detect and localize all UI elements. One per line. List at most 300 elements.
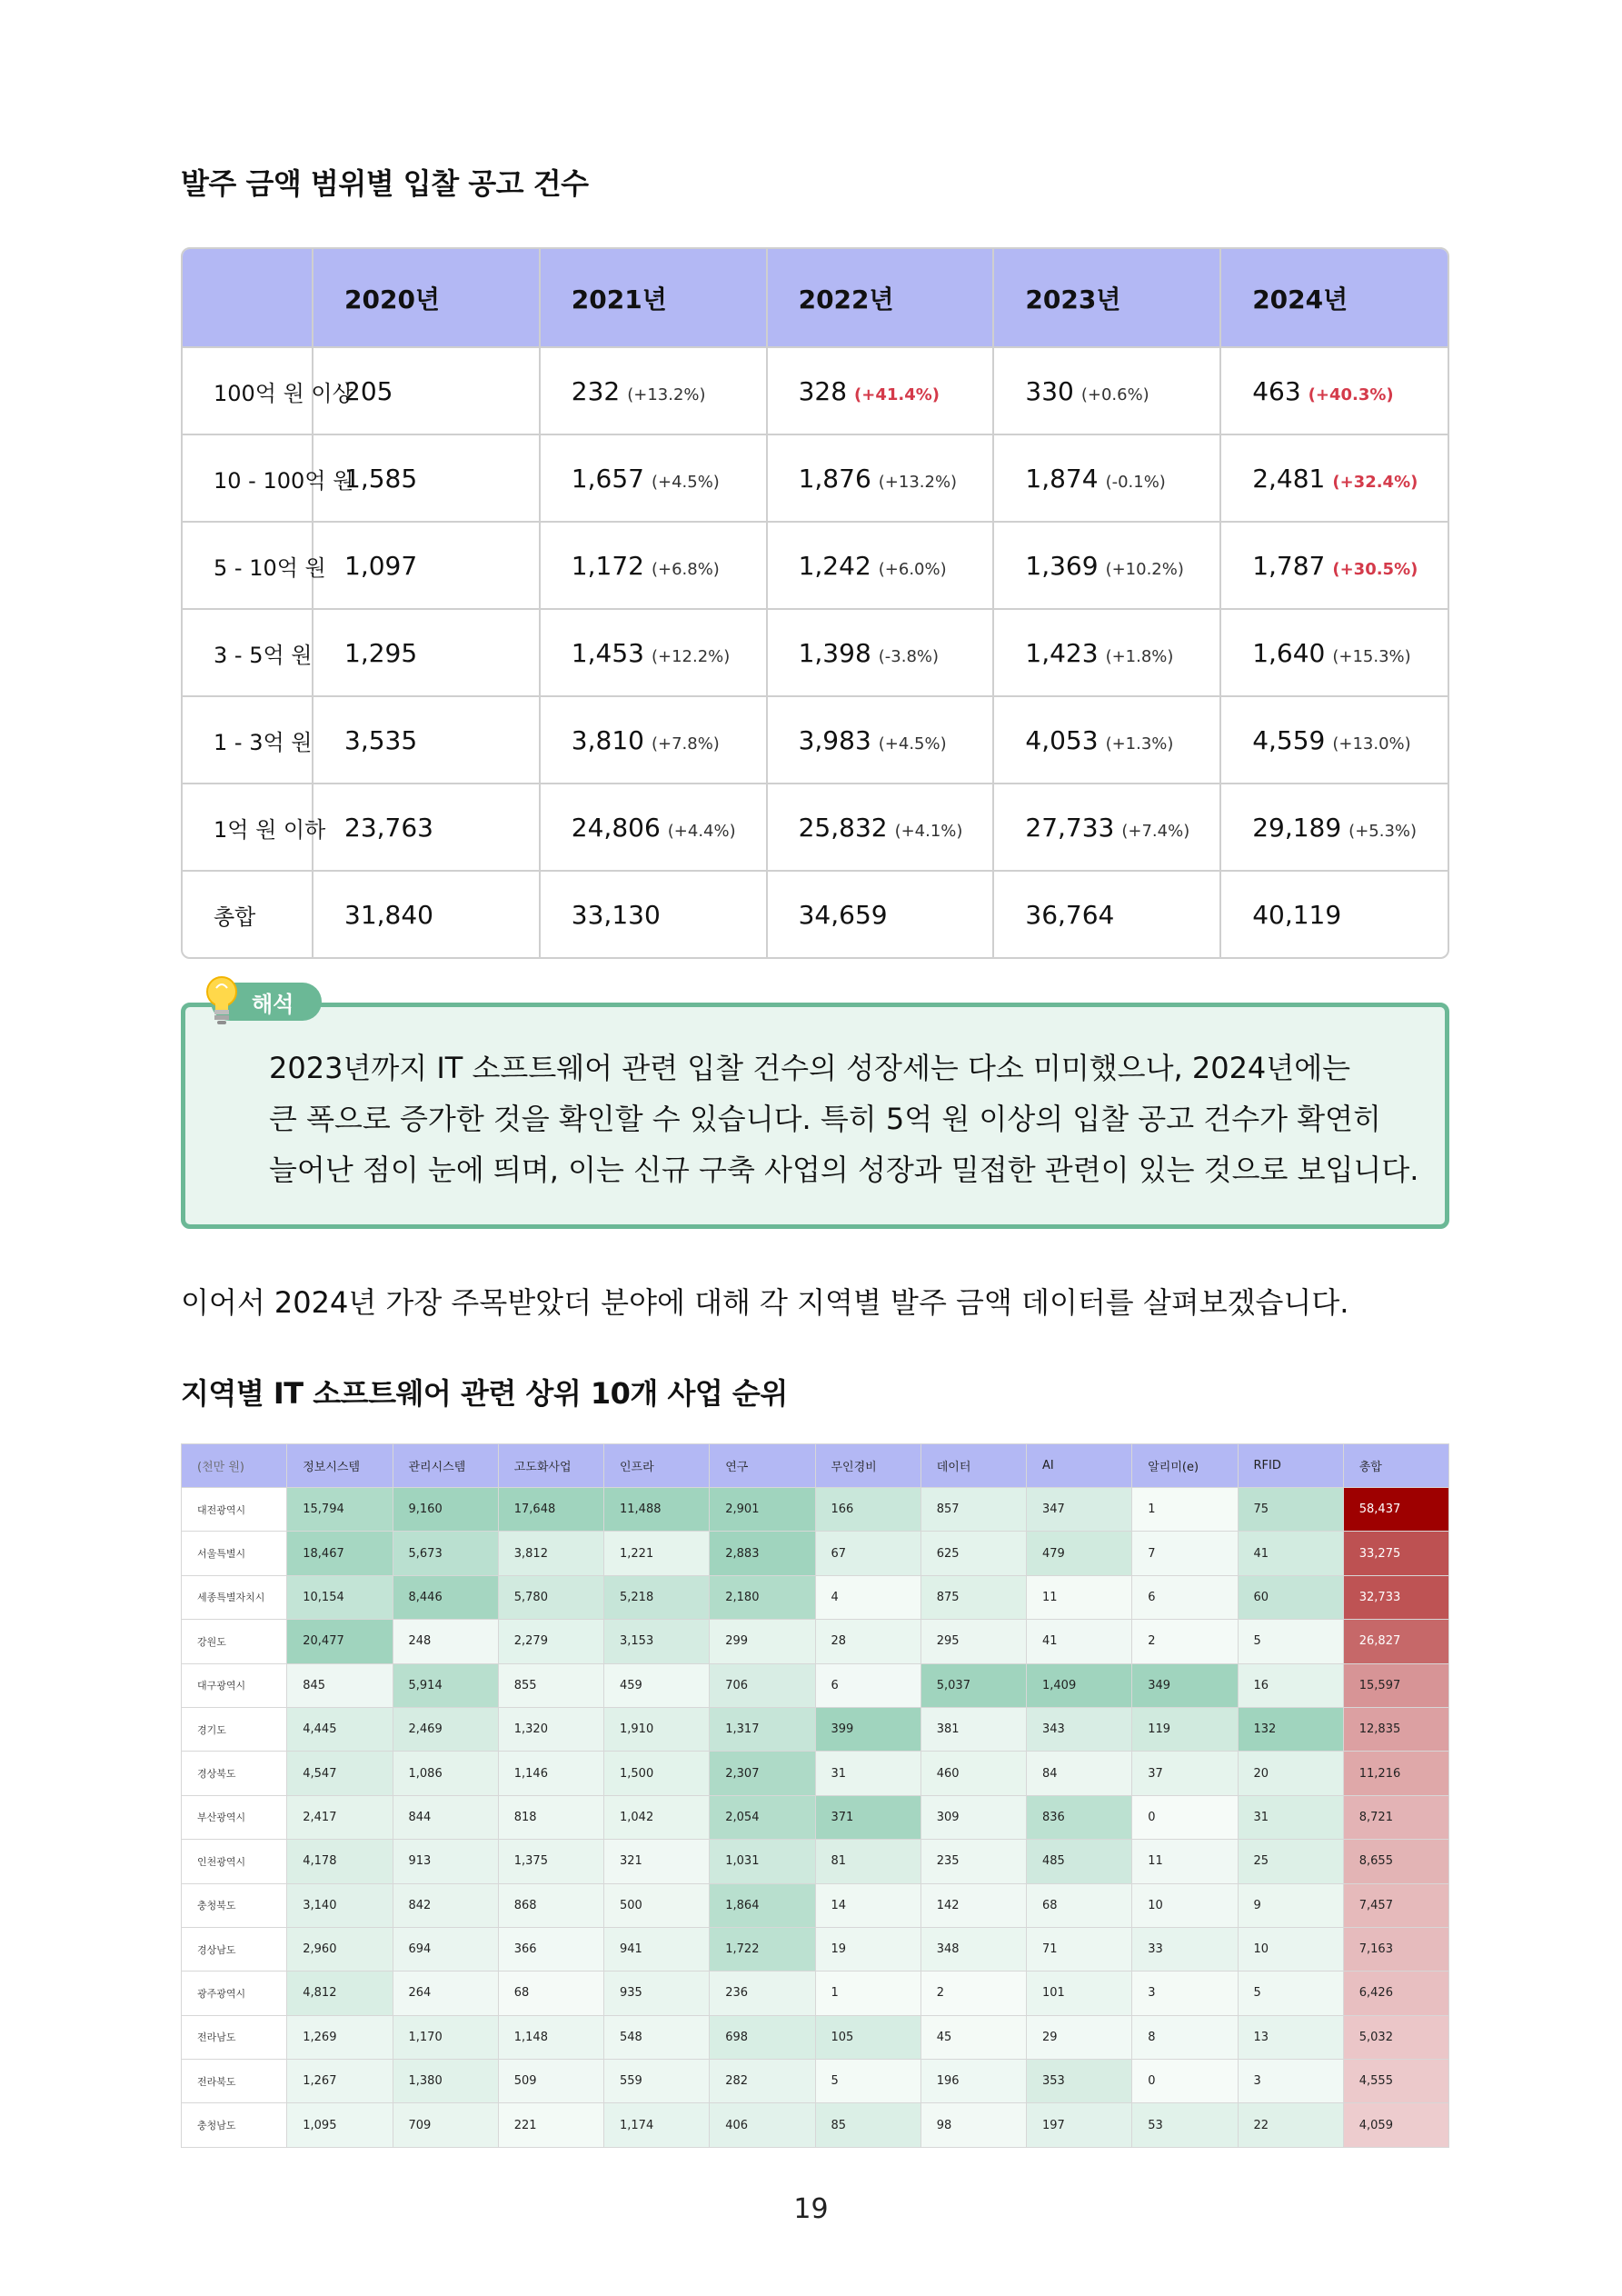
heat-cell: 1,722 xyxy=(710,1927,815,1971)
table-row xyxy=(182,1972,1449,2015)
cell-value: 1,787 xyxy=(1252,550,1326,581)
heat-cell: 1,221 xyxy=(604,1532,710,1575)
heat-cell: 31 xyxy=(1238,1795,1343,1839)
table-cell xyxy=(540,609,767,696)
heat-cell: 8,446 xyxy=(393,1575,498,1619)
change-percent: (+1.3%) xyxy=(1105,734,1174,754)
heat-cell: 500 xyxy=(604,1883,710,1927)
heat-cell: 16 xyxy=(1238,1663,1343,1707)
table-cell xyxy=(1220,522,1448,609)
heat-cell: 3 xyxy=(1238,2060,1343,2103)
change-percent: (+7.4%) xyxy=(1121,821,1190,841)
heat-cell: 11,488 xyxy=(604,1488,710,1532)
table-cell xyxy=(767,434,994,522)
table-cell xyxy=(313,784,540,871)
cell-value: 23,763 xyxy=(344,812,433,843)
heat-cell: 855 xyxy=(498,1663,603,1707)
table-row xyxy=(183,871,1448,958)
change-percent: (+13.2%) xyxy=(878,472,958,492)
heat-cell: 9,160 xyxy=(393,1488,498,1532)
total-cell: 11,216 xyxy=(1343,1752,1448,1795)
year-header: 2022년 xyxy=(767,249,994,347)
table-cell xyxy=(993,871,1220,958)
cell-value: 25,832 xyxy=(798,812,888,843)
heat-cell: 348 xyxy=(920,1927,1026,1971)
cell-value: 1,423 xyxy=(1025,637,1099,668)
table-cell xyxy=(1220,347,1448,434)
cell-value: 1,640 xyxy=(1252,637,1326,668)
table-row xyxy=(183,784,1448,871)
cell-value: 1,876 xyxy=(798,463,871,494)
row-label: 1 - 3억 원 xyxy=(183,696,313,784)
table-row xyxy=(182,1883,1449,1927)
interpretation-line: 2023년까지 IT 소프트웨어 관련 입찰 건수의 성장세는 다소 미미했으나, 2024년에는 xyxy=(269,1051,1351,1085)
change-percent: (+12.2%) xyxy=(651,646,731,666)
column-header: 알리미(e) xyxy=(1132,1444,1238,1488)
heat-cell: 694 xyxy=(393,1927,498,1971)
heat-cell: 1,042 xyxy=(604,1795,710,1839)
table-row xyxy=(182,2060,1449,2103)
heat-cell: 25 xyxy=(1238,1840,1343,1883)
table-row xyxy=(183,434,1448,522)
change-percent: (+13.2%) xyxy=(627,384,706,404)
table-cell xyxy=(540,522,767,609)
region-label: 부산광역시 xyxy=(182,1795,287,1839)
change-percent: (+32.4%) xyxy=(1332,472,1418,492)
heat-cell: 347 xyxy=(1027,1488,1132,1532)
total-cell: 33,275 xyxy=(1343,1532,1448,1575)
heat-cell: 68 xyxy=(1027,1883,1132,1927)
heat-cell: 709 xyxy=(393,2103,498,2147)
interpretation-line: 늘어난 점이 눈에 띄며, 이는 신규 구축 사업의 성장과 밀접한 관련이 있는 것으로 보입니다. xyxy=(269,1153,1419,1187)
table-cell xyxy=(1220,609,1448,696)
heat-cell: 868 xyxy=(498,1883,603,1927)
table-cell xyxy=(767,522,994,609)
cell-value: 3,983 xyxy=(798,724,871,755)
cell-value: 1,657 xyxy=(571,463,644,494)
change-percent: (+4.1%) xyxy=(894,821,963,841)
row-label: 1억 원 이하 xyxy=(183,784,313,871)
interpretation-tag-label: 해석 xyxy=(252,992,294,1017)
heat-cell: 1,864 xyxy=(710,1883,815,1927)
heat-cell: 5 xyxy=(1238,1972,1343,2015)
table-cell xyxy=(540,347,767,434)
cell-value: 1,295 xyxy=(344,637,418,668)
heat-cell: 1,086 xyxy=(393,1752,498,1795)
cell-value: 33,130 xyxy=(571,900,661,930)
column-header: RFID xyxy=(1238,1444,1343,1488)
table-cell xyxy=(993,696,1220,784)
heat-cell: 2 xyxy=(1132,1620,1238,1663)
table-cell xyxy=(313,609,540,696)
total-cell: 8,721 xyxy=(1343,1795,1448,1839)
table-cell xyxy=(993,434,1220,522)
heat-cell: 1 xyxy=(815,1972,920,2015)
heatmap-header-row xyxy=(182,1444,1449,1488)
heat-cell: 221 xyxy=(498,2103,603,2147)
heat-cell: 282 xyxy=(710,2060,815,2103)
heat-cell: 1,095 xyxy=(287,2103,393,2147)
heat-cell: 142 xyxy=(920,1883,1026,1927)
cell-value: 330 xyxy=(1025,375,1074,406)
table-cell xyxy=(993,347,1220,434)
year-header: 2023년 xyxy=(993,249,1220,347)
heat-cell: 406 xyxy=(710,2103,815,2147)
total-cell: 6,426 xyxy=(1343,1972,1448,2015)
table-row xyxy=(182,1620,1449,1663)
change-percent: (+4.5%) xyxy=(651,472,720,492)
heat-cell: 1,031 xyxy=(710,1840,815,1883)
heat-cell: 119 xyxy=(1132,1707,1238,1751)
row-label: 10 - 100억 원 xyxy=(183,434,313,522)
region-label: 전라북도 xyxy=(182,2060,287,2103)
table-cell xyxy=(313,871,540,958)
region-label: 충청남도 xyxy=(182,2103,287,2147)
heat-cell: 913 xyxy=(393,1840,498,1883)
heat-cell: 2,307 xyxy=(710,1752,815,1795)
heat-cell: 857 xyxy=(920,1488,1026,1532)
heat-cell: 9 xyxy=(1238,1883,1343,1927)
cell-value: 2,481 xyxy=(1252,463,1326,494)
heat-cell: 2 xyxy=(920,1972,1026,2015)
heat-cell: 1,146 xyxy=(498,1752,603,1795)
heat-cell: 264 xyxy=(393,1972,498,2015)
page-number: 19 xyxy=(793,2193,829,2225)
heat-cell: 935 xyxy=(604,1972,710,2015)
heat-cell: 3,812 xyxy=(498,1532,603,1575)
heat-cell: 559 xyxy=(604,2060,710,2103)
table-cell xyxy=(313,522,540,609)
table-row xyxy=(182,1575,1449,1619)
column-header: 고도화사업 xyxy=(498,1444,603,1488)
heat-cell: 67 xyxy=(815,1532,920,1575)
section-title-bid-count: 발주 금액 범위별 입찰 공고 건수 xyxy=(181,166,589,201)
interpretation-line: 큰 폭으로 증가한 것을 확인할 수 있습니다. 특히 5억 원 이상의 입찰 공고 건수가 확연히 xyxy=(269,1102,1381,1136)
change-percent: (+4.5%) xyxy=(878,734,947,754)
heat-cell: 33 xyxy=(1132,1927,1238,1971)
corner-header xyxy=(183,249,313,347)
change-percent: (+7.8%) xyxy=(651,734,720,754)
table-cell xyxy=(767,347,994,434)
heat-cell: 14 xyxy=(815,1883,920,1927)
table-cell xyxy=(540,696,767,784)
heat-cell: 343 xyxy=(1027,1707,1132,1751)
total-cell: 58,437 xyxy=(1343,1488,1448,1532)
bid-count-table xyxy=(181,247,1449,959)
heat-cell: 31 xyxy=(815,1752,920,1795)
table-row xyxy=(183,347,1448,434)
column-header: 인프라 xyxy=(604,1444,710,1488)
heat-cell: 353 xyxy=(1027,2060,1132,2103)
heat-cell: 6 xyxy=(815,1663,920,1707)
table-row xyxy=(182,1663,1449,1707)
heat-cell: 548 xyxy=(604,2015,710,2059)
heat-cell: 2,469 xyxy=(393,1707,498,1751)
change-percent: (+41.4%) xyxy=(854,384,940,404)
table-cell xyxy=(313,434,540,522)
total-cell: 26,827 xyxy=(1343,1620,1448,1663)
heat-cell: 68 xyxy=(498,1972,603,2015)
column-header: 정보시스템 xyxy=(287,1444,393,1488)
table-row xyxy=(183,696,1448,784)
heat-cell: 85 xyxy=(815,2103,920,2147)
cell-value: 1,242 xyxy=(798,550,871,581)
heat-cell: 5,673 xyxy=(393,1532,498,1575)
heat-cell: 3,153 xyxy=(604,1620,710,1663)
heat-cell: 698 xyxy=(710,2015,815,2059)
heat-cell: 836 xyxy=(1027,1795,1132,1839)
heat-cell: 941 xyxy=(604,1927,710,1971)
table-row xyxy=(182,1752,1449,1795)
heat-cell: 2,417 xyxy=(287,1795,393,1839)
table-cell xyxy=(540,434,767,522)
cell-value: 29,189 xyxy=(1252,812,1342,843)
section-title-regional-ranking: 지역별 IT 소프트웨어 관련 상위 10개 사업 순위 xyxy=(181,1376,788,1411)
heat-cell: 248 xyxy=(393,1620,498,1663)
column-header: 총합 xyxy=(1343,1444,1448,1488)
region-label: 경상북도 xyxy=(182,1752,287,1795)
heat-cell: 5 xyxy=(815,2060,920,2103)
heat-cell: 1,267 xyxy=(287,2060,393,2103)
heat-cell: 7 xyxy=(1132,1532,1238,1575)
heat-cell: 295 xyxy=(920,1620,1026,1663)
heat-cell: 4,178 xyxy=(287,1840,393,1883)
cell-value: 34,659 xyxy=(798,900,888,930)
cell-value: 232 xyxy=(571,375,621,406)
heat-cell: 13 xyxy=(1238,2015,1343,2059)
table-row xyxy=(182,1840,1449,1883)
change-percent: (-0.1%) xyxy=(1105,472,1166,492)
heat-cell: 6 xyxy=(1132,1575,1238,1619)
heat-cell: 2,054 xyxy=(710,1795,815,1839)
heat-cell: 10 xyxy=(1132,1883,1238,1927)
region-label: 인천광역시 xyxy=(182,1840,287,1883)
total-cell: 4,555 xyxy=(1343,2060,1448,2103)
table-cell xyxy=(1220,434,1448,522)
table-row xyxy=(182,1532,1449,1575)
cell-value: 36,764 xyxy=(1025,900,1115,930)
heat-cell: 5,780 xyxy=(498,1575,603,1619)
heat-cell: 2,180 xyxy=(710,1575,815,1619)
table-row xyxy=(183,609,1448,696)
heat-cell: 299 xyxy=(710,1620,815,1663)
total-cell: 12,835 xyxy=(1343,1707,1448,1751)
total-cell: 7,457 xyxy=(1343,1883,1448,1927)
cell-value: 24,806 xyxy=(571,812,661,843)
heat-cell: 132 xyxy=(1238,1707,1343,1751)
heat-cell: 29 xyxy=(1027,2015,1132,2059)
cell-value: 1,398 xyxy=(798,637,871,668)
heat-cell: 845 xyxy=(287,1663,393,1707)
heat-cell: 5,218 xyxy=(604,1575,710,1619)
table-cell xyxy=(540,871,767,958)
heat-cell: 28 xyxy=(815,1620,920,1663)
table-cell xyxy=(767,609,994,696)
heat-cell: 366 xyxy=(498,1927,603,1971)
region-label: 충청북도 xyxy=(182,1883,287,1927)
table-cell xyxy=(1220,871,1448,958)
heat-cell: 4,812 xyxy=(287,1972,393,2015)
heat-cell: 706 xyxy=(710,1663,815,1707)
table-cell xyxy=(313,696,540,784)
cell-value: 463 xyxy=(1252,375,1301,406)
heat-cell: 1,174 xyxy=(604,2103,710,2147)
total-cell: 32,733 xyxy=(1343,1575,1448,1619)
heat-cell: 399 xyxy=(815,1707,920,1751)
heat-cell: 5 xyxy=(1238,1620,1343,1663)
heat-cell: 2,960 xyxy=(287,1927,393,1971)
total-cell: 4,059 xyxy=(1343,2103,1448,2147)
year-header: 2021년 xyxy=(540,249,767,347)
heat-cell: 844 xyxy=(393,1795,498,1839)
heat-cell: 84 xyxy=(1027,1752,1132,1795)
heat-cell: 19 xyxy=(815,1927,920,1971)
change-percent: (+4.4%) xyxy=(667,821,736,841)
table-cell xyxy=(1220,696,1448,784)
change-percent: (-3.8%) xyxy=(878,646,940,666)
heat-cell: 105 xyxy=(815,2015,920,2059)
change-percent: (+1.8%) xyxy=(1105,646,1174,666)
heat-cell: 0 xyxy=(1132,1795,1238,1839)
heat-cell: 3 xyxy=(1132,1972,1238,2015)
heat-cell: 4,547 xyxy=(287,1752,393,1795)
transition-paragraph: 이어서 2024년 가장 주목받았더 분야에 대해 각 지역별 발주 금액 데이터를 살펴보겠습니다. xyxy=(181,1285,1349,1320)
table-cell xyxy=(1220,784,1448,871)
year-header: 2020년 xyxy=(313,249,540,347)
total-cell: 7,163 xyxy=(1343,1927,1448,1971)
row-label: 3 - 5억 원 xyxy=(183,609,313,696)
heat-cell: 10 xyxy=(1238,1927,1343,1971)
heat-cell: 1,269 xyxy=(287,2015,393,2059)
table-row xyxy=(182,1927,1449,1971)
heat-cell: 842 xyxy=(393,1883,498,1927)
heat-cell: 0 xyxy=(1132,2060,1238,2103)
heat-cell: 1,910 xyxy=(604,1707,710,1751)
heat-cell: 1,170 xyxy=(393,2015,498,2059)
table-cell xyxy=(767,696,994,784)
table-cell xyxy=(767,871,994,958)
heat-cell: 479 xyxy=(1027,1532,1132,1575)
heat-cell: 2,279 xyxy=(498,1620,603,1663)
cell-value: 1,874 xyxy=(1025,463,1099,494)
heat-cell: 196 xyxy=(920,2060,1026,2103)
heat-cell: 11 xyxy=(1027,1575,1132,1619)
cell-value: 40,119 xyxy=(1252,900,1342,930)
column-header: 관리시스템 xyxy=(393,1444,498,1488)
heat-cell: 75 xyxy=(1238,1488,1343,1532)
heat-cell: 41 xyxy=(1027,1620,1132,1663)
heat-cell: 309 xyxy=(920,1795,1026,1839)
region-label: 세종특별자치시 xyxy=(182,1575,287,1619)
table-row xyxy=(182,1707,1449,1751)
heat-cell: 1 xyxy=(1132,1488,1238,1532)
heat-cell: 1,500 xyxy=(604,1752,710,1795)
table-row xyxy=(183,522,1448,609)
row-label: 5 - 10억 원 xyxy=(183,522,313,609)
region-label: 대구광역시 xyxy=(182,1663,287,1707)
heat-cell: 4,445 xyxy=(287,1707,393,1751)
change-percent: (+30.5%) xyxy=(1332,559,1418,579)
heat-cell: 98 xyxy=(920,2103,1026,2147)
heat-cell: 381 xyxy=(920,1707,1026,1751)
change-percent: (+10.2%) xyxy=(1105,559,1184,579)
heat-cell: 60 xyxy=(1238,1575,1343,1619)
heat-cell: 1,409 xyxy=(1027,1663,1132,1707)
heat-cell: 101 xyxy=(1027,1972,1132,2015)
table-cell xyxy=(993,522,1220,609)
cell-value: 328 xyxy=(798,375,848,406)
region-label: 광주광역시 xyxy=(182,1972,287,2015)
heat-cell: 41 xyxy=(1238,1532,1343,1575)
heat-cell: 81 xyxy=(815,1840,920,1883)
heat-cell: 20 xyxy=(1238,1752,1343,1795)
heat-cell: 15,794 xyxy=(287,1488,393,1532)
row-label: 총합 xyxy=(183,871,313,958)
column-header: 데이터 xyxy=(920,1444,1026,1488)
heat-cell: 22 xyxy=(1238,2103,1343,2147)
heat-cell: 459 xyxy=(604,1663,710,1707)
table-header-row xyxy=(183,249,1448,347)
heat-cell: 166 xyxy=(815,1488,920,1532)
cell-value: 1,453 xyxy=(571,637,644,668)
column-header: 무인경비 xyxy=(815,1444,920,1488)
heat-cell: 1,317 xyxy=(710,1707,815,1751)
cell-value: 1,369 xyxy=(1025,550,1099,581)
table-cell xyxy=(993,609,1220,696)
heat-cell: 2,901 xyxy=(710,1488,815,1532)
heat-cell: 1,148 xyxy=(498,2015,603,2059)
cell-value: 4,053 xyxy=(1025,724,1099,755)
table-row xyxy=(182,2103,1449,2147)
heat-cell: 4 xyxy=(815,1575,920,1619)
cell-value: 3,810 xyxy=(571,724,644,755)
heat-cell: 53 xyxy=(1132,2103,1238,2147)
change-percent: (+15.3%) xyxy=(1332,646,1411,666)
change-percent: (+6.0%) xyxy=(878,559,947,579)
change-percent: (+13.0%) xyxy=(1332,734,1411,754)
cell-value: 1,585 xyxy=(344,463,418,494)
heat-cell: 11 xyxy=(1132,1840,1238,1883)
lightbulb-icon xyxy=(202,973,242,1028)
table-cell xyxy=(993,784,1220,871)
heat-cell: 45 xyxy=(920,2015,1026,2059)
unit-header: (천만 원) xyxy=(182,1444,287,1488)
heat-cell: 1,320 xyxy=(498,1707,603,1751)
change-percent: (+6.8%) xyxy=(651,559,720,579)
heat-cell: 371 xyxy=(815,1795,920,1839)
heat-cell: 236 xyxy=(710,1972,815,2015)
cell-value: 3,535 xyxy=(344,724,418,755)
cell-value: 1,172 xyxy=(571,550,644,581)
heat-cell: 20,477 xyxy=(287,1620,393,1663)
heat-cell: 875 xyxy=(920,1575,1026,1619)
region-label: 경기도 xyxy=(182,1707,287,1751)
total-cell: 15,597 xyxy=(1343,1663,1448,1707)
region-label: 전라남도 xyxy=(182,2015,287,2059)
region-label: 서울특별시 xyxy=(182,1532,287,1575)
heat-cell: 10,154 xyxy=(287,1575,393,1619)
heat-cell: 37 xyxy=(1132,1752,1238,1795)
change-percent: (+0.6%) xyxy=(1080,384,1149,404)
table-cell xyxy=(540,784,767,871)
heat-cell: 18,467 xyxy=(287,1532,393,1575)
table-row xyxy=(182,1795,1449,1839)
total-cell: 5,032 xyxy=(1343,2015,1448,2059)
heat-cell: 321 xyxy=(604,1840,710,1883)
cell-value: 1,097 xyxy=(344,550,418,581)
region-label: 강원도 xyxy=(182,1620,287,1663)
heat-cell: 17,648 xyxy=(498,1488,603,1532)
